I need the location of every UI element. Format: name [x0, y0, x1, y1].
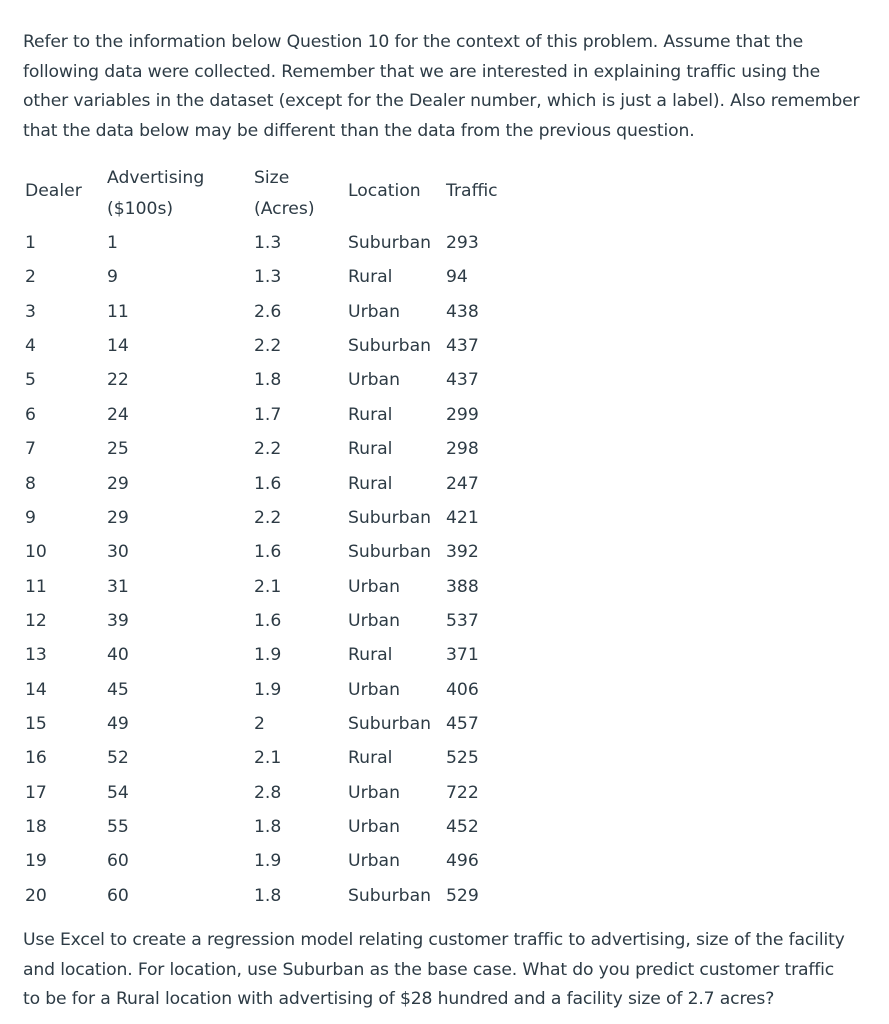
- cell-location: Urban: [348, 301, 400, 322]
- cell-advertising: 24: [107, 404, 129, 425]
- cell-traffic: 525: [446, 748, 479, 769]
- cell-traffic: 388: [446, 576, 479, 597]
- cell-dealer: 15: [25, 713, 47, 734]
- header-size-unit: (Acres): [254, 199, 315, 219]
- cell-location: Urban: [348, 370, 400, 391]
- cell-location: Urban: [348, 576, 400, 597]
- cell-size: 2.1: [254, 748, 282, 769]
- cell-traffic: 529: [446, 885, 479, 906]
- cell-size: 1.8: [254, 885, 282, 906]
- cell-dealer: 18: [25, 817, 47, 837]
- cell-size: 2.8: [254, 782, 282, 803]
- cell-size: 1.8: [254, 370, 282, 391]
- cell-traffic: 293: [446, 233, 479, 253]
- cell-traffic: 421: [446, 507, 479, 528]
- cell-traffic: 452: [446, 817, 479, 837]
- question-paragraph: [23, 926, 873, 1015]
- cell-location: Suburban: [348, 233, 432, 253]
- cell-advertising: 55: [107, 817, 129, 837]
- cell-dealer: 10: [25, 542, 47, 563]
- cell-dealer: 3: [25, 301, 36, 322]
- cell-size: 1.8: [254, 817, 282, 837]
- cell-location: Urban: [348, 679, 400, 700]
- cell-advertising: 22: [107, 370, 129, 391]
- cell-dealer: 20: [25, 885, 47, 906]
- cell-dealer: 12: [25, 610, 47, 631]
- cell-dealer: 4: [25, 336, 36, 357]
- cell-dealer: 16: [25, 748, 47, 769]
- cell-advertising: 30: [107, 542, 129, 563]
- cell-advertising: 25: [107, 439, 129, 460]
- header-size-label: Size: [254, 168, 290, 188]
- cell-traffic: 438: [446, 301, 479, 322]
- cell-size: 2: [254, 713, 265, 734]
- header-advertising-unit: ($100s): [107, 199, 174, 219]
- intro-line: that the data below may be different than the data from the previous question.: [23, 120, 695, 141]
- cell-advertising: 49: [107, 713, 129, 734]
- cell-location: Rural: [348, 267, 393, 288]
- cell-size: 1.9: [254, 645, 282, 666]
- cell-advertising: 31: [107, 576, 129, 597]
- cell-advertising: 29: [107, 473, 129, 494]
- cell-advertising: 1: [107, 233, 118, 253]
- cell-dealer: 9: [25, 507, 36, 528]
- cell-advertising: 29: [107, 507, 129, 528]
- cell-size: 2.1: [254, 576, 282, 597]
- cell-dealer: 14: [25, 679, 47, 700]
- cell-dealer: 11: [25, 576, 47, 597]
- cell-traffic: 392: [446, 542, 479, 563]
- cell-advertising: 11: [107, 301, 129, 322]
- cell-advertising: 60: [107, 851, 129, 872]
- cell-traffic: 371: [446, 645, 479, 666]
- question-line: and location. For location, use Suburban as the base case. What do you predict customer traffic: [23, 959, 835, 980]
- cell-location: Suburban: [348, 885, 432, 906]
- header-advertising-label: Advertising: [107, 168, 205, 188]
- cell-advertising: 60: [107, 885, 129, 906]
- header-location: Location: [348, 181, 421, 201]
- cell-size: 1.3: [254, 267, 282, 288]
- cell-location: Suburban: [348, 336, 432, 357]
- cell-location: Suburban: [348, 542, 432, 563]
- cell-location: Urban: [348, 851, 400, 872]
- cell-traffic: 247: [446, 473, 479, 494]
- cell-size: 1.9: [254, 851, 282, 872]
- cell-location: Rural: [348, 645, 393, 666]
- question-line: Use Excel to create a regression model relating customer traffic to advertising, size of the facility: [23, 930, 845, 950]
- cell-advertising: 45: [107, 679, 129, 700]
- cell-advertising: 52: [107, 748, 129, 769]
- cell-location: Urban: [348, 610, 400, 631]
- cell-size: 1.9: [254, 679, 282, 700]
- cell-size: 2.6: [254, 301, 282, 322]
- cell-advertising: 54: [107, 782, 129, 803]
- cell-location: Rural: [348, 748, 393, 769]
- cell-traffic: 537: [446, 610, 479, 631]
- cell-location: Rural: [348, 439, 393, 460]
- cell-advertising: 9: [107, 267, 118, 288]
- cell-dealer: 6: [25, 404, 36, 425]
- cell-advertising: 40: [107, 645, 129, 666]
- cell-advertising: 14: [107, 336, 129, 357]
- intro-line: Refer to the information below Question 10 for the context of this problem. Assume that the: [23, 32, 804, 52]
- cell-traffic: 457: [446, 713, 479, 734]
- cell-size: 1.7: [254, 404, 282, 425]
- cell-size: 2.2: [254, 507, 282, 528]
- cell-dealer: 8: [25, 473, 36, 494]
- cell-dealer: 19: [25, 851, 47, 872]
- header-traffic: Traffic: [446, 181, 498, 201]
- cell-location: Rural: [348, 473, 393, 494]
- cell-dealer: 17: [25, 782, 47, 803]
- cell-size: 1.3: [254, 233, 282, 253]
- question-line: to be for a Rural location with advertising of $28 hundred and a facility size of 2.7 acres?: [23, 989, 775, 1009]
- cell-size: 1.6: [254, 473, 282, 494]
- cell-location: Rural: [348, 404, 393, 425]
- cell-advertising: 39: [107, 610, 129, 631]
- cell-dealer: 5: [25, 370, 36, 391]
- cell-size: 2.2: [254, 439, 282, 460]
- cell-location: Urban: [348, 817, 400, 837]
- cell-location: Suburban: [348, 507, 432, 528]
- cell-size: 1.6: [254, 610, 282, 631]
- header-advertising: [107, 163, 204, 225]
- cell-traffic: 298: [446, 439, 479, 460]
- cell-traffic: 406: [446, 679, 479, 700]
- cell-traffic: 722: [446, 782, 479, 803]
- cell-traffic: 94: [446, 267, 468, 288]
- cell-traffic: 437: [446, 336, 479, 357]
- cell-location: Suburban: [348, 713, 432, 734]
- cell-dealer: 2: [25, 267, 36, 288]
- cell-traffic: 437: [446, 370, 479, 391]
- cell-size: 1.6: [254, 542, 282, 563]
- cell-location: Urban: [348, 782, 400, 803]
- intro-line: other variables in the dataset (except for the Dealer number, which is just a label). Also remember: [23, 91, 860, 111]
- intro-line: following data were collected. Remember that we are interested in explaining traffic using the: [23, 61, 821, 82]
- cell-traffic: 299: [446, 404, 479, 425]
- cell-size: 2.2: [254, 336, 282, 357]
- header-size: [254, 163, 315, 225]
- header-dealer: Dealer: [25, 181, 82, 201]
- cell-dealer: 1: [25, 233, 36, 253]
- cell-traffic: 496: [446, 851, 479, 872]
- cell-dealer: 13: [25, 645, 47, 666]
- cell-dealer: 7: [25, 439, 36, 460]
- intro-paragraph: [23, 28, 873, 146]
